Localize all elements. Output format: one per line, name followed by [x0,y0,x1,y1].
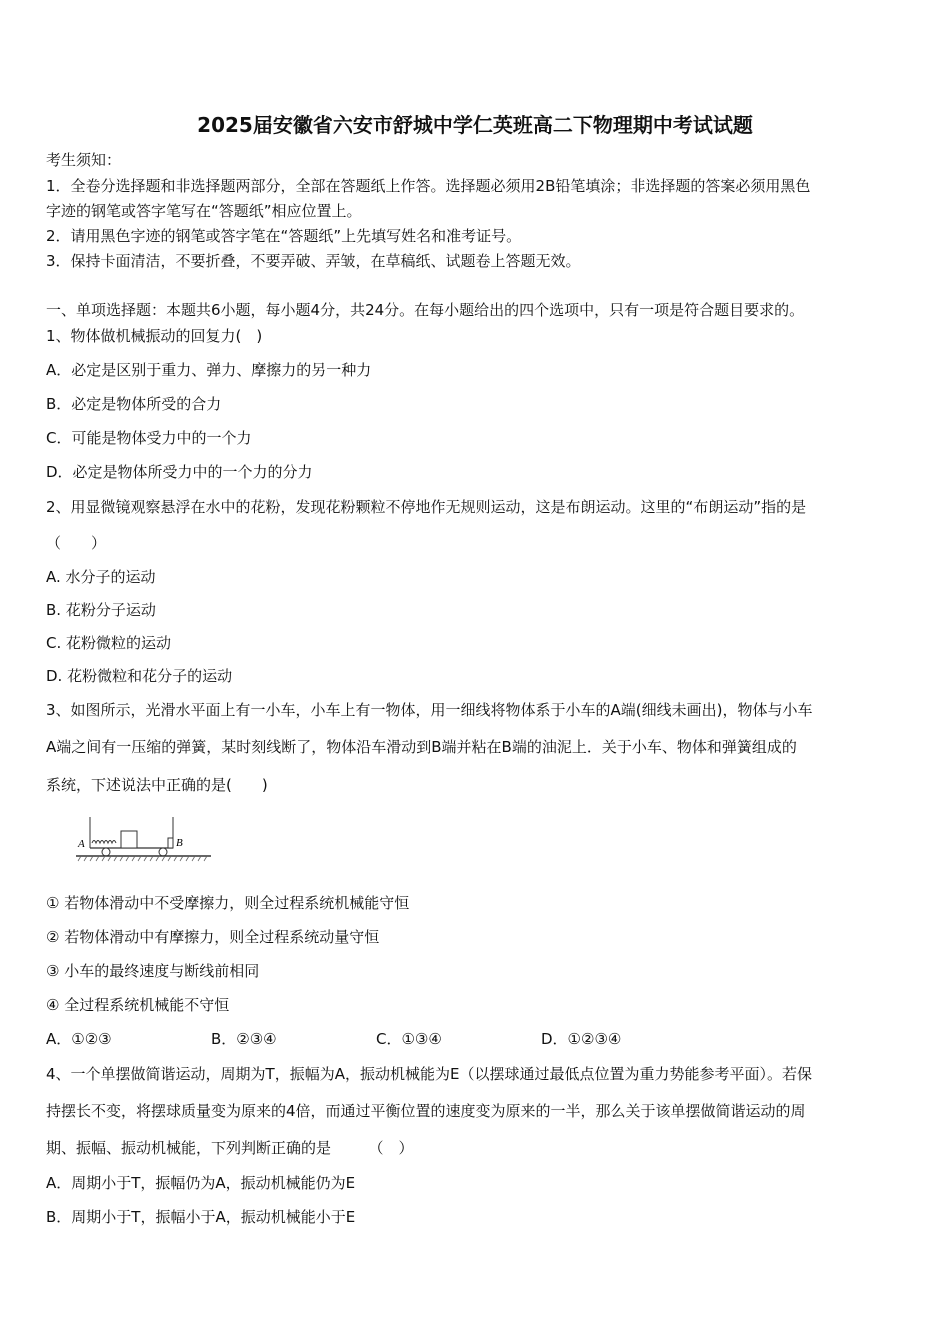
notice-line: 3．保持卡面清洁，不要折叠，不要弄破、弄皱，在草稿纸、试题卷上答题无效。 [46,252,581,270]
q3-option-d: D．①②③④ [541,1030,622,1048]
q1-option-c: C．可能是物体受力中的一个力 [46,429,252,447]
q1-option-d: D．必定是物体所受力中的一个力的分力 [46,463,313,481]
q3-statement: ③ 小车的最终速度与断线前相同 [46,962,260,980]
question-3-stem: 3、如图所示，光滑水平面上有一小车，小车上有一物体，用一细线将物体系于小车的A端(细线未画出)，物体与小车 [46,701,813,719]
notice-heading: 考生须知： [46,151,122,169]
q4-option-a: A．周期小于T，振幅仍为A，振动机械能仍为E [46,1174,356,1192]
q3-option-a: A．①②③ [46,1030,112,1048]
cart-spring-figure [76,815,216,865]
question-4-stem: 持摆长不变，将摆球质量变为原来的4倍，而通过平衡位置的速度变为原来的一半，那么关于该单摆做简谐运动的周 [46,1102,806,1120]
question-2-stem: （ ） [46,534,107,552]
question-4-stem: 4、一个单摆做简谐运动，周期为T，振幅为A，振动机械能为E（以摆球通过最低点位置为重力势能参考平面）。若保 [46,1065,812,1083]
question-4-stem: 期、振幅、振动机械能，下列判断正确的是 （ ） [46,1139,414,1157]
question-3-stem: 系统，下述说法中正确的是( ) [46,776,268,794]
q1-option-a: A．必定是区别于重力、弹力、摩擦力的另一种力 [46,361,372,379]
page-title: 2025届安徽省六安市舒城中学仁英班高二下物理期中考试试题 [197,113,753,137]
notice-line: 1．全卷分选择题和非选择题两部分，全部在答题纸上作答。选择题必须用2B铅笔填涂；非选择题的答案必须用黑色 [46,177,811,195]
notice-line: 字迹的钢笔或答字笔写在“答题纸”相应位置上。 [46,202,362,220]
q3-statement: ① 若物体滑动中不受摩擦力，则全过程系统机械能守恒 [46,894,410,912]
q4-option-b: B．周期小于T，振幅小于A，振动机械能小于E [46,1208,356,1226]
q3-options [46,1030,706,1048]
q3-statement: ④ 全过程系统机械能不守恒 [46,996,230,1014]
q3-statement: ② 若物体滑动中有摩擦力，则全过程系统动量守恒 [46,928,380,946]
section-heading: 一、单项选择题：本题共6小题，每小题4分，共24分。在每小题给出的四个选项中，只有一项是符合题目要求的。 [46,301,805,319]
figure-label-a: A [78,838,85,850]
q1-option-b: B．必定是物体所受的合力 [46,395,222,413]
q2-option-c: C. 花粉微粒的运动 [46,634,172,652]
q2-option-d: D. 花粉微粒和花分子的运动 [46,667,233,685]
figure-label-b: B [176,837,183,849]
q3-option-b: B．②③④ [211,1030,277,1048]
question-2-stem: 2、用显微镜观察悬浮在水中的花粉，发现花粉颗粒不停地作无规则运动，这是布朗运动。这里的“布朗运动”指的是 [46,498,807,516]
q3-option-c: C．①③④ [376,1030,442,1048]
notice-line: 2．请用黑色字迹的钢笔或答字笔在“答题纸”上先填写姓名和准考证号。 [46,227,522,245]
question-1-stem: 1、物体做机械振动的回复力( ) [46,327,263,345]
q2-option-a: A. 水分子的运动 [46,568,156,586]
q2-option-b: B. 花粉分子运动 [46,601,156,619]
question-3-stem: A端之间有一压缩的弹簧，某时刻线断了，物体沿车滑动到B端并粘在B端的油泥上．关于小车、物体和弹簧组成的 [46,738,797,756]
